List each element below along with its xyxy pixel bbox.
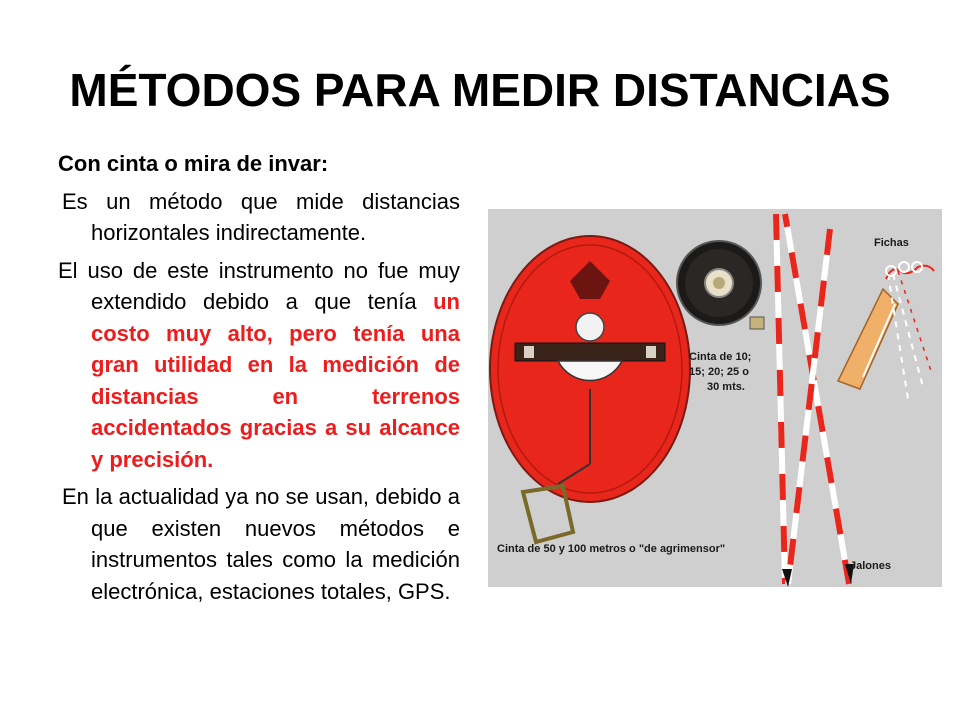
paragraph-method: Es un método que mide distancias horizontales indirectamente. bbox=[62, 188, 460, 245]
small-tape-reel bbox=[677, 241, 764, 329]
label-large-tape: Cinta de 50 y 100 metros o "de agrimensor" bbox=[497, 543, 726, 555]
paragraph-usage-highlight: un costo muy alto, pero tenía una gran utilidad en la medición de distancias en terrenos accidentados gracias a su alcance y precisión. bbox=[91, 289, 460, 472]
label-small-tape-line1: Cinta de 10; bbox=[689, 351, 752, 363]
subheading-colon: : bbox=[320, 151, 329, 176]
slide-title: MÉTODOS PARA MEDIR DISTANCIAS bbox=[69, 64, 891, 116]
label-jalones: Jalones bbox=[850, 560, 891, 572]
label-small-tape-line3: 30 mts. bbox=[707, 381, 745, 393]
paragraph-usage bbox=[58, 255, 460, 476]
chaining-pins bbox=[838, 262, 934, 399]
paragraph-current: En la actualidad ya no se usan, debido a que existen nuevos métodos e instrumentos tales como la medición electrónica, estaciones totales, GPS. bbox=[62, 484, 460, 604]
subheading bbox=[58, 148, 460, 180]
instruments-illustration bbox=[488, 209, 942, 587]
label-small-tape-line2: 15; 20; 25 o bbox=[689, 366, 749, 378]
large-tape-case bbox=[490, 236, 690, 542]
instruments-drawing bbox=[488, 209, 942, 587]
subheading-text: Con cinta o mira de invar bbox=[58, 151, 321, 176]
range-poles bbox=[776, 214, 854, 587]
slide-body bbox=[58, 148, 460, 613]
label-fichas: Fichas bbox=[874, 237, 909, 249]
label-small-tape bbox=[689, 350, 769, 395]
paragraph-usage-text: El uso de este instrumento no fue muy extendido debido a que tenía bbox=[58, 257, 460, 314]
